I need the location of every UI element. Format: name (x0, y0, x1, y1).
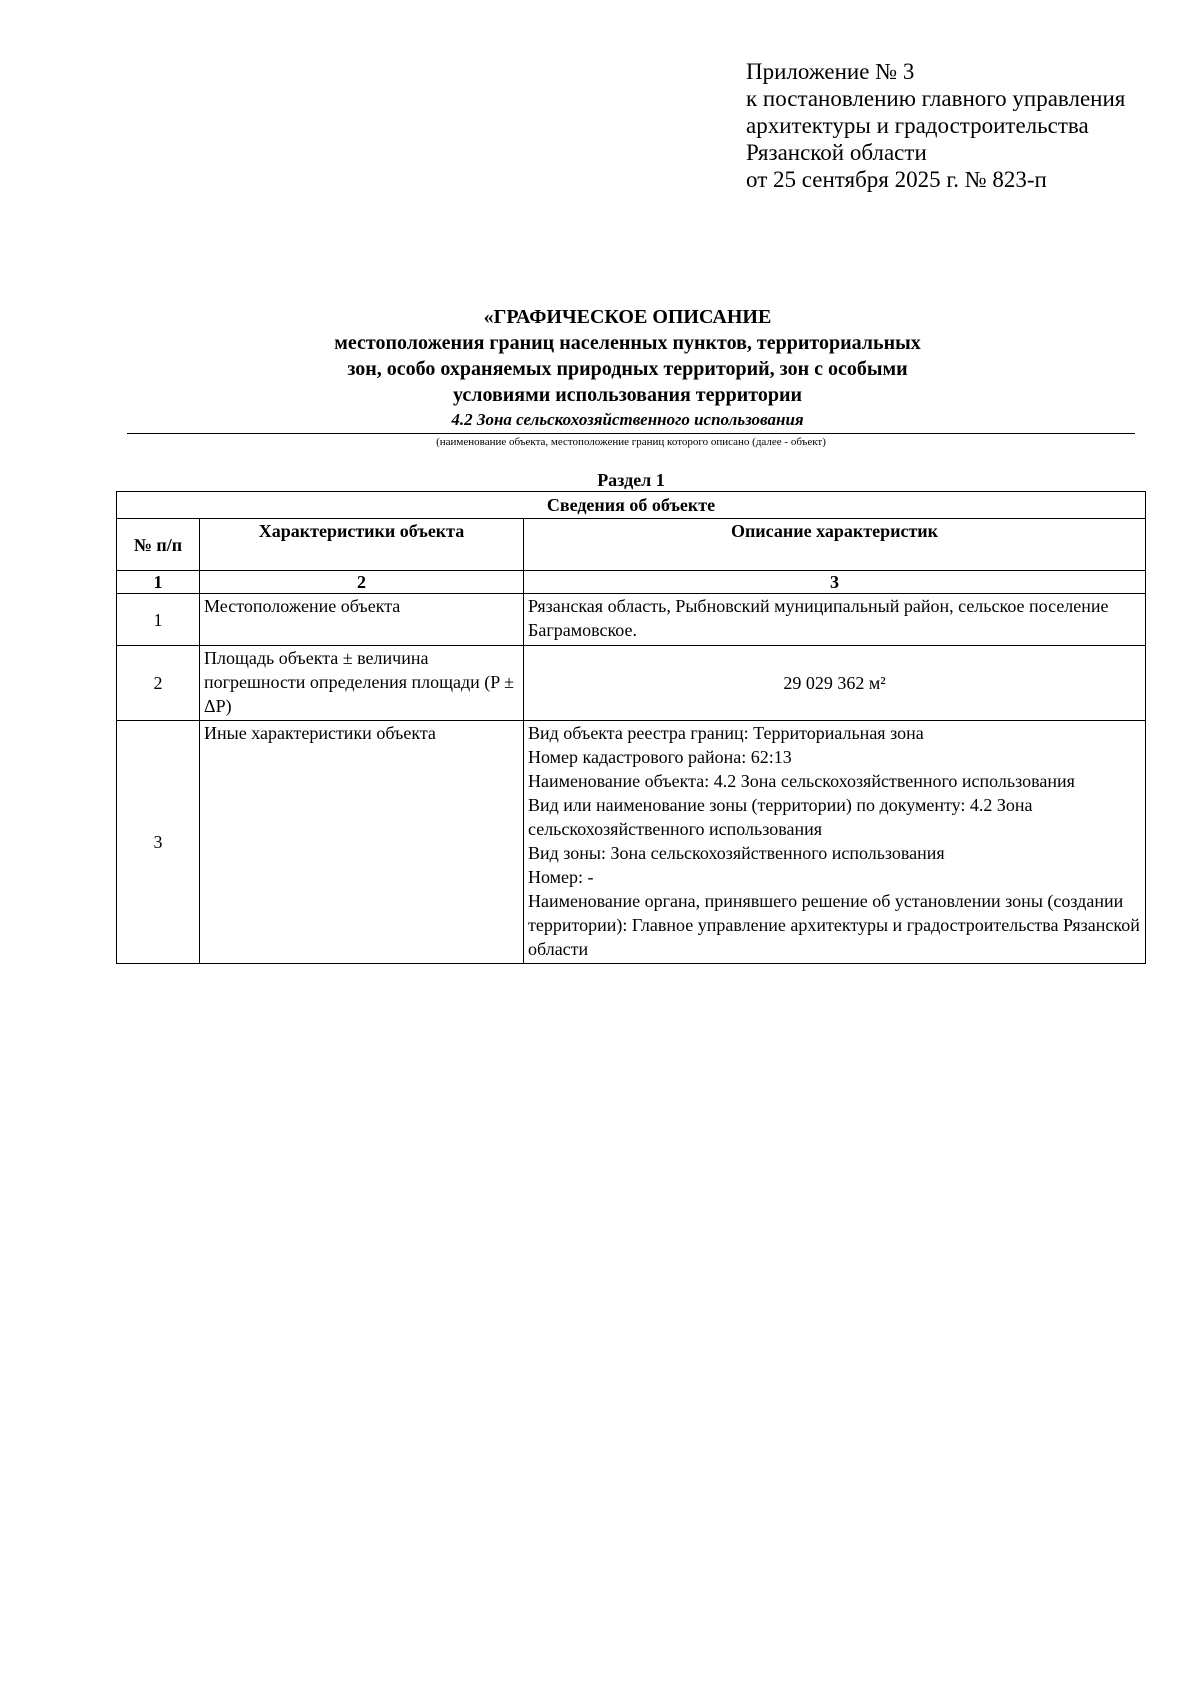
table-header-row (117, 519, 1146, 571)
object-caption: (наименование объекта, местоположение границ которого описано (далее - объект) (436, 436, 826, 448)
appendix-line: Рязанской области (746, 140, 927, 165)
row-characteristic: Местоположение объекта (200, 594, 524, 646)
description-line: Вид зоны: Зона сельскохозяйственного использования (528, 843, 945, 863)
header-num (117, 519, 200, 571)
header-description: Описание характеристик (524, 519, 1146, 571)
table-row (117, 721, 1146, 964)
description-line: Вид или наименование зоны (территории) по документу: 4.2 Зона сельскохозяйственного использования (528, 795, 1033, 839)
row-description (524, 721, 1146, 964)
area-value: 29 029 362 м² (783, 673, 886, 693)
row-description (524, 646, 1146, 721)
description-line: Рязанская область, Рыбновский муниципальный район, сельское поселение Баграмовское. (528, 596, 1109, 640)
title-line: «ГРАФИЧЕСКОЕ ОПИСАНИЕ (483, 306, 772, 328)
title-line: зон, особо охраняемых природных территорий, зон с особыми (347, 358, 908, 380)
description-line: Вид объекта реестра границ: Территориальная зона (528, 723, 924, 743)
header-num-text: № п/п (133, 534, 183, 555)
section-title: Раздел 1 (597, 470, 665, 490)
table-title: Сведения об объекте (117, 492, 1146, 519)
object-info-table (116, 491, 1146, 964)
row-characteristic: Площадь объекта ± величина погрешности определения площади (P ± ΔP) (200, 646, 524, 721)
row-characteristic: Иные характеристики объекта (200, 721, 524, 964)
appendix-line: к постановлению главного управления (746, 86, 1126, 111)
column-number: 1 (117, 571, 200, 594)
title-line: местоположения границ населенных пунктов, территориальных (334, 332, 921, 354)
description-line: Номер: - (528, 867, 594, 887)
appendix-line: Приложение № 3 (746, 59, 915, 84)
title-underline (127, 433, 1135, 434)
appendix-line: от 25 сентября 2025 г. № 823-п (746, 167, 1047, 192)
description-line: Наименование объекта: 4.2 Зона сельскохозяйственного использования (528, 771, 1075, 791)
row-description (524, 594, 1146, 646)
appendix-line: архитектуры и градостроительства (746, 113, 1089, 138)
column-number: 3 (524, 571, 1146, 594)
table-row (117, 646, 1146, 721)
description-line: Наименование органа, принявшего решение об установлении зоны (создании территории): Главное управление архитектуры и градостроительства Рязанской области (528, 891, 1140, 959)
column-number-row (117, 571, 1146, 594)
table-row (117, 594, 1146, 646)
object-name: 4.2 Зона сельскохозяйственного использования (451, 410, 804, 429)
appendix-reference (746, 58, 1125, 193)
document-title (120, 304, 1135, 430)
header-characteristic: Характеристики объекта (200, 519, 524, 571)
row-number: 2 (117, 646, 200, 721)
row-number: 1 (117, 594, 200, 646)
title-line: условиями использования территории (452, 384, 803, 406)
description-line: Номер кадастрового района: 62:13 (528, 747, 792, 767)
table-title-row (117, 492, 1146, 519)
row-number: 3 (117, 721, 200, 964)
column-number: 2 (200, 571, 524, 594)
